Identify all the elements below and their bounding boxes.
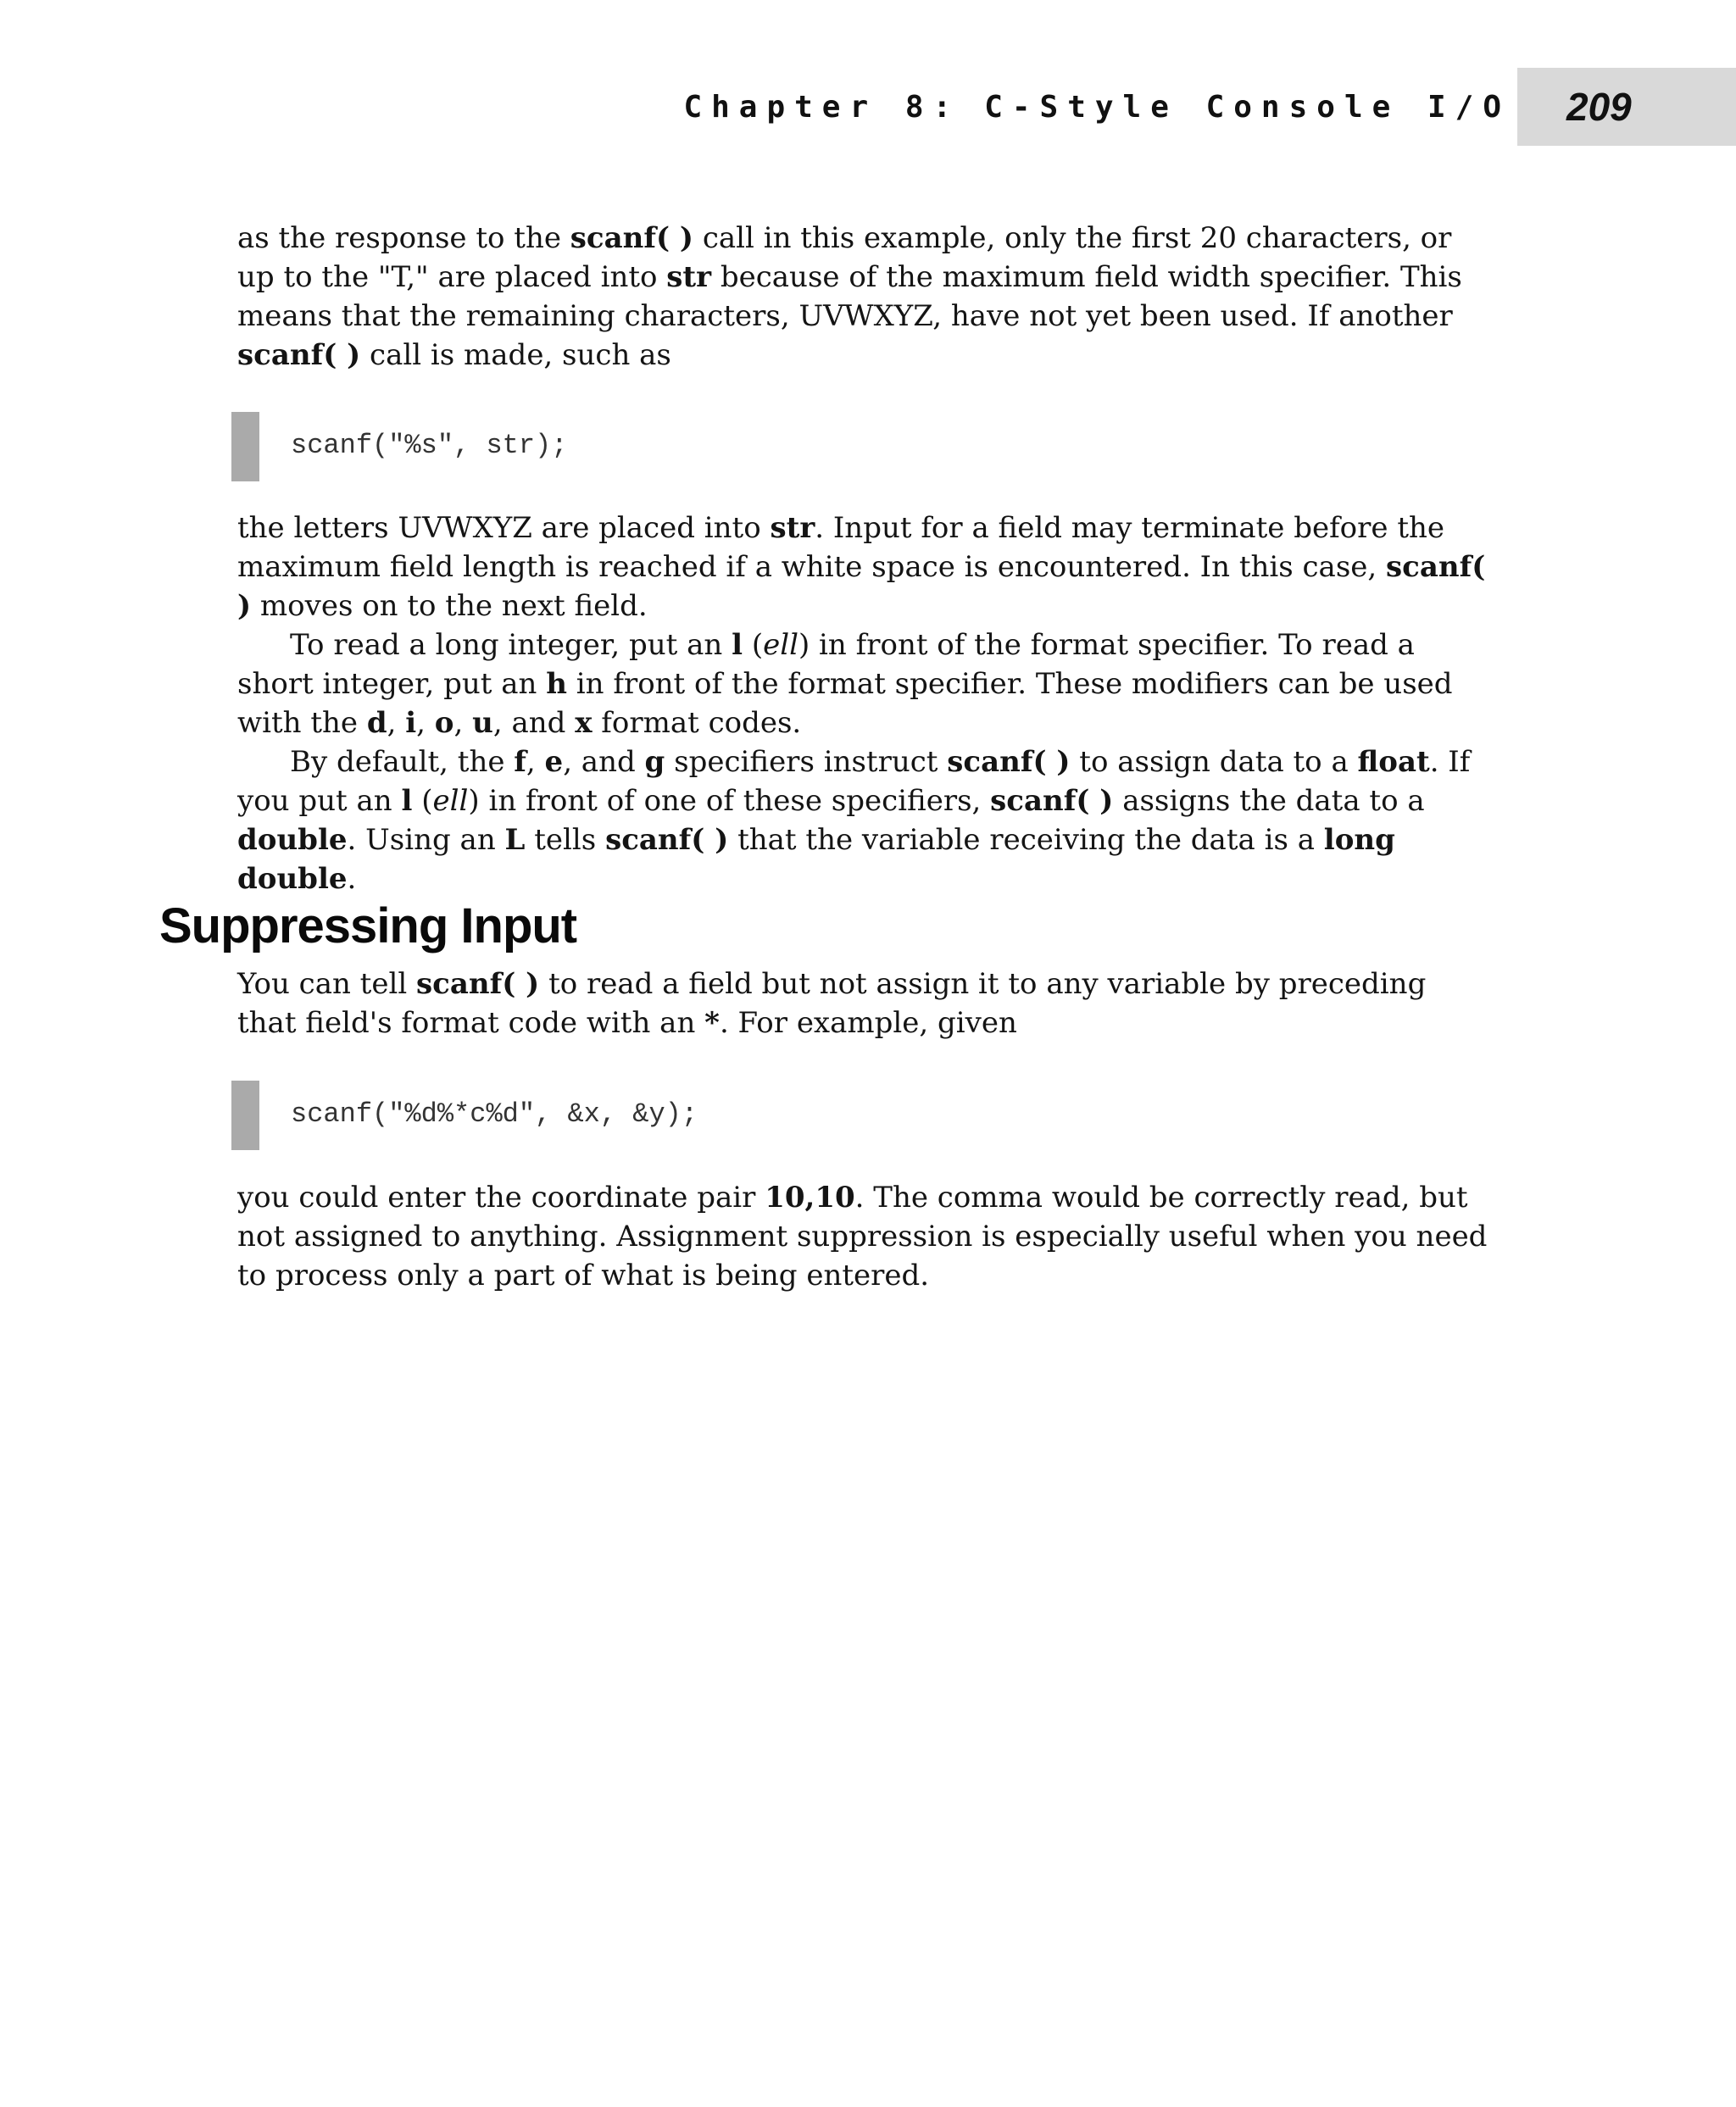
bold-term: double — [237, 823, 348, 857]
text: call in this example, only the first 20 characters, or up to the "T," are placed into — [237, 221, 1452, 294]
text: . — [347, 862, 357, 896]
text: , — [416, 706, 435, 740]
code-line: scanf("%s", str); — [291, 430, 568, 461]
paragraph-coordinate-pair — [237, 1178, 1492, 1295]
text: call is made, such as — [360, 338, 671, 372]
text: tells — [525, 823, 606, 857]
paragraph-uvwxyz — [237, 509, 1492, 625]
code-example-scanf-suppress — [231, 1081, 1503, 1150]
bold-term: scanf( ) — [605, 823, 729, 857]
bold-term: l — [732, 628, 743, 662]
text: that the variable receiving the data is a — [728, 823, 1324, 857]
text: assigns the data to a — [1113, 784, 1425, 818]
text: . If you put an — [237, 745, 1471, 818]
text: ( — [412, 784, 433, 818]
text: . The comma would be correctly read, but not assigned to anything. Assignment suppression is especially useful when you need to process only a part of what is being entered. — [237, 1181, 1488, 1293]
bold-term: d — [366, 706, 387, 740]
bold-term: scanf( ) — [237, 550, 1486, 623]
bold-term: * — [704, 1006, 720, 1040]
bold-term: long double — [237, 823, 1395, 896]
bold-term: o — [434, 706, 454, 740]
bold-term: scanf( ) — [990, 784, 1114, 818]
text: By default, the — [290, 745, 515, 779]
bold-term: 10,10 — [765, 1181, 855, 1215]
text: , — [453, 706, 473, 740]
text: , and — [492, 706, 576, 740]
bold-term: e — [544, 745, 564, 779]
bold-term: h — [546, 667, 567, 701]
text: to read a field but not assign it to any variable by preceding that field's format code with an — [237, 967, 1427, 1040]
text: the letters UVWXYZ are placed into — [237, 511, 771, 545]
bold-term: scanf( ) — [947, 745, 1071, 779]
bold-term: L — [504, 823, 526, 857]
code-example-scanf-string — [231, 412, 1503, 481]
bold-term: scanf( ) — [416, 967, 540, 1001]
body-text-block — [237, 509, 1492, 898]
text: ( — [743, 628, 764, 662]
code-margin-bar — [231, 1081, 259, 1150]
text: ) in front of one of these specifiers, — [468, 784, 991, 818]
text: you could enter the coordinate pair — [237, 1181, 765, 1215]
bold-term: i — [405, 706, 417, 740]
text: You can tell — [237, 967, 417, 1001]
italic-term: ell — [763, 628, 798, 662]
text: to assign data to a — [1070, 745, 1358, 779]
text: . Input for a field may terminate before the maximum field length is reached if a white space is encountered. In this case, — [237, 511, 1445, 584]
running-head-chapter: Chapter 8: — [683, 89, 961, 125]
italic-term: ell — [432, 784, 469, 818]
text: moves on to the next field. — [251, 589, 648, 623]
text: format codes. — [592, 706, 802, 740]
code-line: scanf("%d%*c%d", &x, &y); — [291, 1098, 698, 1130]
section-heading: Suppressing Input — [159, 898, 577, 953]
text: . Using an — [347, 823, 505, 857]
bold-term: f — [514, 745, 526, 779]
page-header — [683, 68, 1736, 146]
running-head — [683, 90, 1511, 125]
page-number-box — [1517, 68, 1736, 146]
bold-term: float — [1357, 745, 1430, 779]
text: , and — [563, 745, 645, 779]
text: in front of the format specifier. These modifiers can be used with the — [237, 667, 1453, 740]
text: , — [387, 706, 406, 740]
text: as the response to the — [237, 221, 570, 255]
text: specifiers instruct — [665, 745, 948, 779]
paragraph-long-short-integer — [237, 625, 1492, 742]
page-number: 209 — [1566, 85, 1632, 129]
bold-term: g — [644, 745, 665, 779]
bold-term: str — [770, 511, 815, 545]
code-margin-bar — [231, 412, 259, 481]
text: To read a long integer, put an — [290, 628, 732, 662]
bold-term: u — [472, 706, 493, 740]
bold-term: l — [401, 784, 413, 818]
text: ) in front of the format specifier. To read a short integer, put an — [237, 628, 1415, 701]
bold-term: scanf( ) — [237, 338, 361, 372]
text: , — [526, 745, 545, 779]
running-head-title: C-Style Console I/O — [984, 89, 1511, 125]
paragraph-suppression-intro — [237, 965, 1492, 1042]
bold-term: x — [575, 706, 593, 740]
bold-term: str — [666, 260, 712, 294]
text: because of the maximum field width specifier. This means that the remaining characters, UVWXYZ, have not yet been used. If another — [237, 260, 1462, 333]
paragraph-scanf-field-width — [237, 219, 1492, 375]
text: . For example, given — [719, 1006, 1017, 1040]
bold-term: scanf( ) — [570, 221, 694, 255]
paragraph-float-double — [237, 742, 1492, 898]
